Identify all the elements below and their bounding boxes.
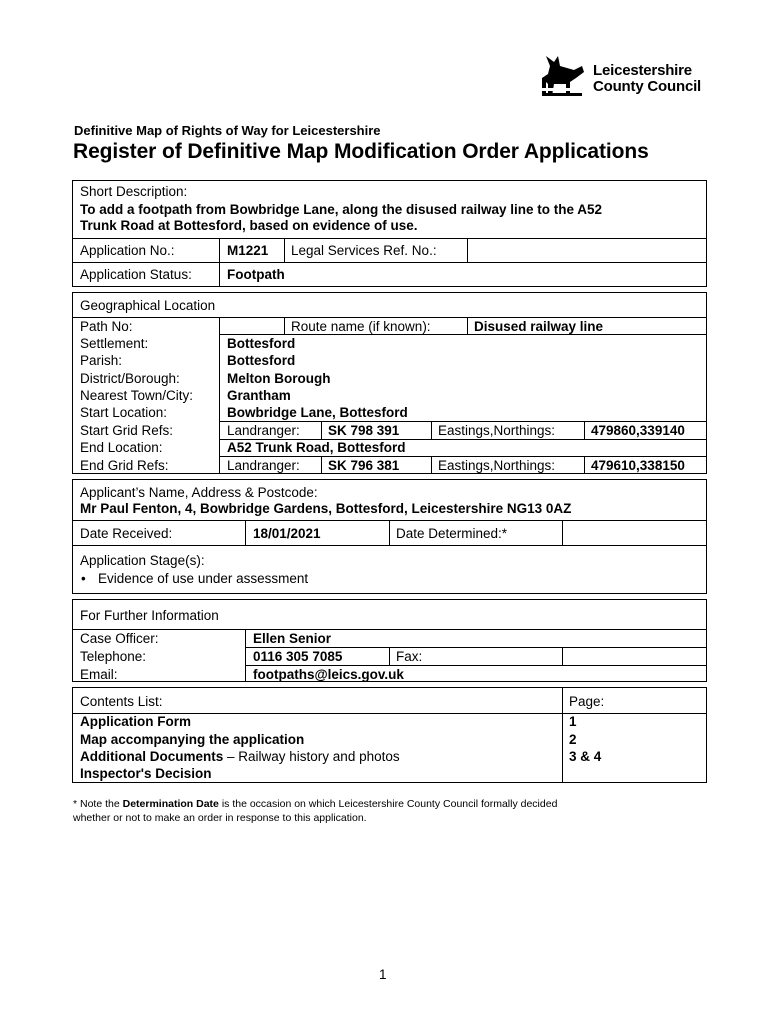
further-info-heading: For Further Information [80, 608, 219, 623]
case-officer: Ellen Senior [253, 631, 332, 646]
district-label: District/Borough: [80, 371, 180, 386]
footnote-line-2: whether or not to make an order in response to this application. [73, 812, 367, 824]
contents-item-page: 2 [569, 732, 577, 747]
date-determined-label: Date Determined:* [396, 526, 508, 541]
start-eastings: 479860,339140 [591, 423, 685, 438]
contents-item-page: 1 [569, 714, 577, 729]
geo-heading: Geographical Location [80, 298, 216, 313]
start-eastings-label: Eastings,Northings: [438, 423, 556, 438]
parish: Bottesford [227, 353, 296, 368]
page-number: 1 [379, 967, 387, 982]
telephone-label: Telephone: [80, 649, 147, 664]
application-status-label: Application Status: [80, 267, 192, 282]
footnote-suffix: is the occasion on which Leicestershire County Council formally decided [218, 798, 558, 810]
start-grid-label: Start Grid Refs: [80, 423, 174, 438]
footnote-prefix: * Note the [73, 798, 123, 810]
email: footpaths@leics.gov.uk [253, 667, 404, 682]
end-landranger-label: Landranger: [227, 458, 300, 473]
logo-line-1: Leicestershire [593, 62, 692, 79]
end-grid-label: End Grid Refs: [80, 458, 169, 473]
start-landranger: SK 798 391 [328, 423, 400, 438]
end-eastings-label: Eastings,Northings: [438, 458, 556, 473]
application-stage-item: Evidence of use under assessment [98, 571, 309, 586]
contents-item-title: Inspector's Decision [80, 766, 212, 781]
contents-heading: Contents List: [80, 694, 163, 709]
start-location-label: Start Location: [80, 405, 168, 420]
short-description-line-2: Trunk Road at Bottesford, based on evidence of use. [80, 218, 418, 233]
contents-item-page: 3 & 4 [569, 749, 602, 764]
page-title: Register of Definitive Map Modification Order Applications [73, 140, 649, 163]
logo-line-2: County Council [593, 78, 702, 95]
path-no-label: Path No: [80, 319, 133, 334]
contents-item [80, 765, 212, 782]
case-officer-label: Case Officer: [80, 631, 159, 646]
fax-label: Fax: [396, 649, 423, 664]
short-description-label: Short Description: [80, 184, 188, 199]
start-landranger-label: Landranger: [227, 423, 300, 438]
nearest-town: Grantham [227, 388, 291, 403]
contents-item [80, 713, 191, 730]
telephone: 0116 305 7085 [253, 649, 343, 664]
settlement: Bottesford [227, 336, 296, 351]
application-status: Footpath [227, 267, 285, 282]
footnote-line-1 [73, 797, 557, 811]
date-received: 18/01/2021 [253, 526, 321, 541]
date-received-label: Date Received: [80, 526, 173, 541]
settlement-label: Settlement: [80, 336, 149, 351]
application-no-label: Application No.: [80, 243, 175, 258]
contents-item-title: Map accompanying the application [80, 732, 305, 747]
contents-item-title: Additional Documents [80, 749, 224, 764]
application-stage-label: Application Stage(s): [80, 553, 205, 568]
bullet-icon: • [81, 571, 86, 586]
route-name-label: Route name (if known): [291, 319, 431, 334]
legal-ref-label: Legal Services Ref. No.: [291, 243, 437, 258]
contents-item-rest: – Railway history and photos [223, 749, 400, 764]
start-location: Bowbridge Lane, Bottesford [227, 405, 408, 420]
council-logo [540, 52, 710, 100]
nearest-town-label: Nearest Town/City: [80, 388, 194, 403]
end-eastings: 479610,338150 [591, 458, 685, 473]
fox-crest-icon [540, 52, 586, 98]
email-label: Email: [80, 667, 118, 682]
route-name: Disused railway line [474, 319, 604, 334]
district: Melton Borough [227, 371, 331, 386]
page-subtitle: Definitive Map of Rights of Way for Leicestershire [74, 123, 381, 138]
short-description-line-1: To add a footpath from Bowbridge Lane, along the disused railway line to the A52 [80, 202, 603, 217]
applicant-label: Applicant’s Name, Address & Postcode: [80, 485, 318, 500]
application-no: M1221 [227, 243, 269, 258]
contents-item [80, 731, 304, 748]
page-heading: Page: [569, 694, 605, 709]
contents-item-title: Application Form [80, 714, 191, 729]
parish-label: Parish: [80, 353, 123, 368]
contents-item [80, 748, 400, 765]
footnote-bold: Determination Date [122, 798, 219, 810]
applicant-details: Mr Paul Fenton, 4, Bowbridge Gardens, Bottesford, Leicestershire NG13 0AZ [80, 501, 572, 516]
end-landranger: SK 796 381 [328, 458, 400, 473]
end-location-label: End Location: [80, 440, 163, 455]
end-location: A52 Trunk Road, Bottesford [227, 440, 406, 455]
